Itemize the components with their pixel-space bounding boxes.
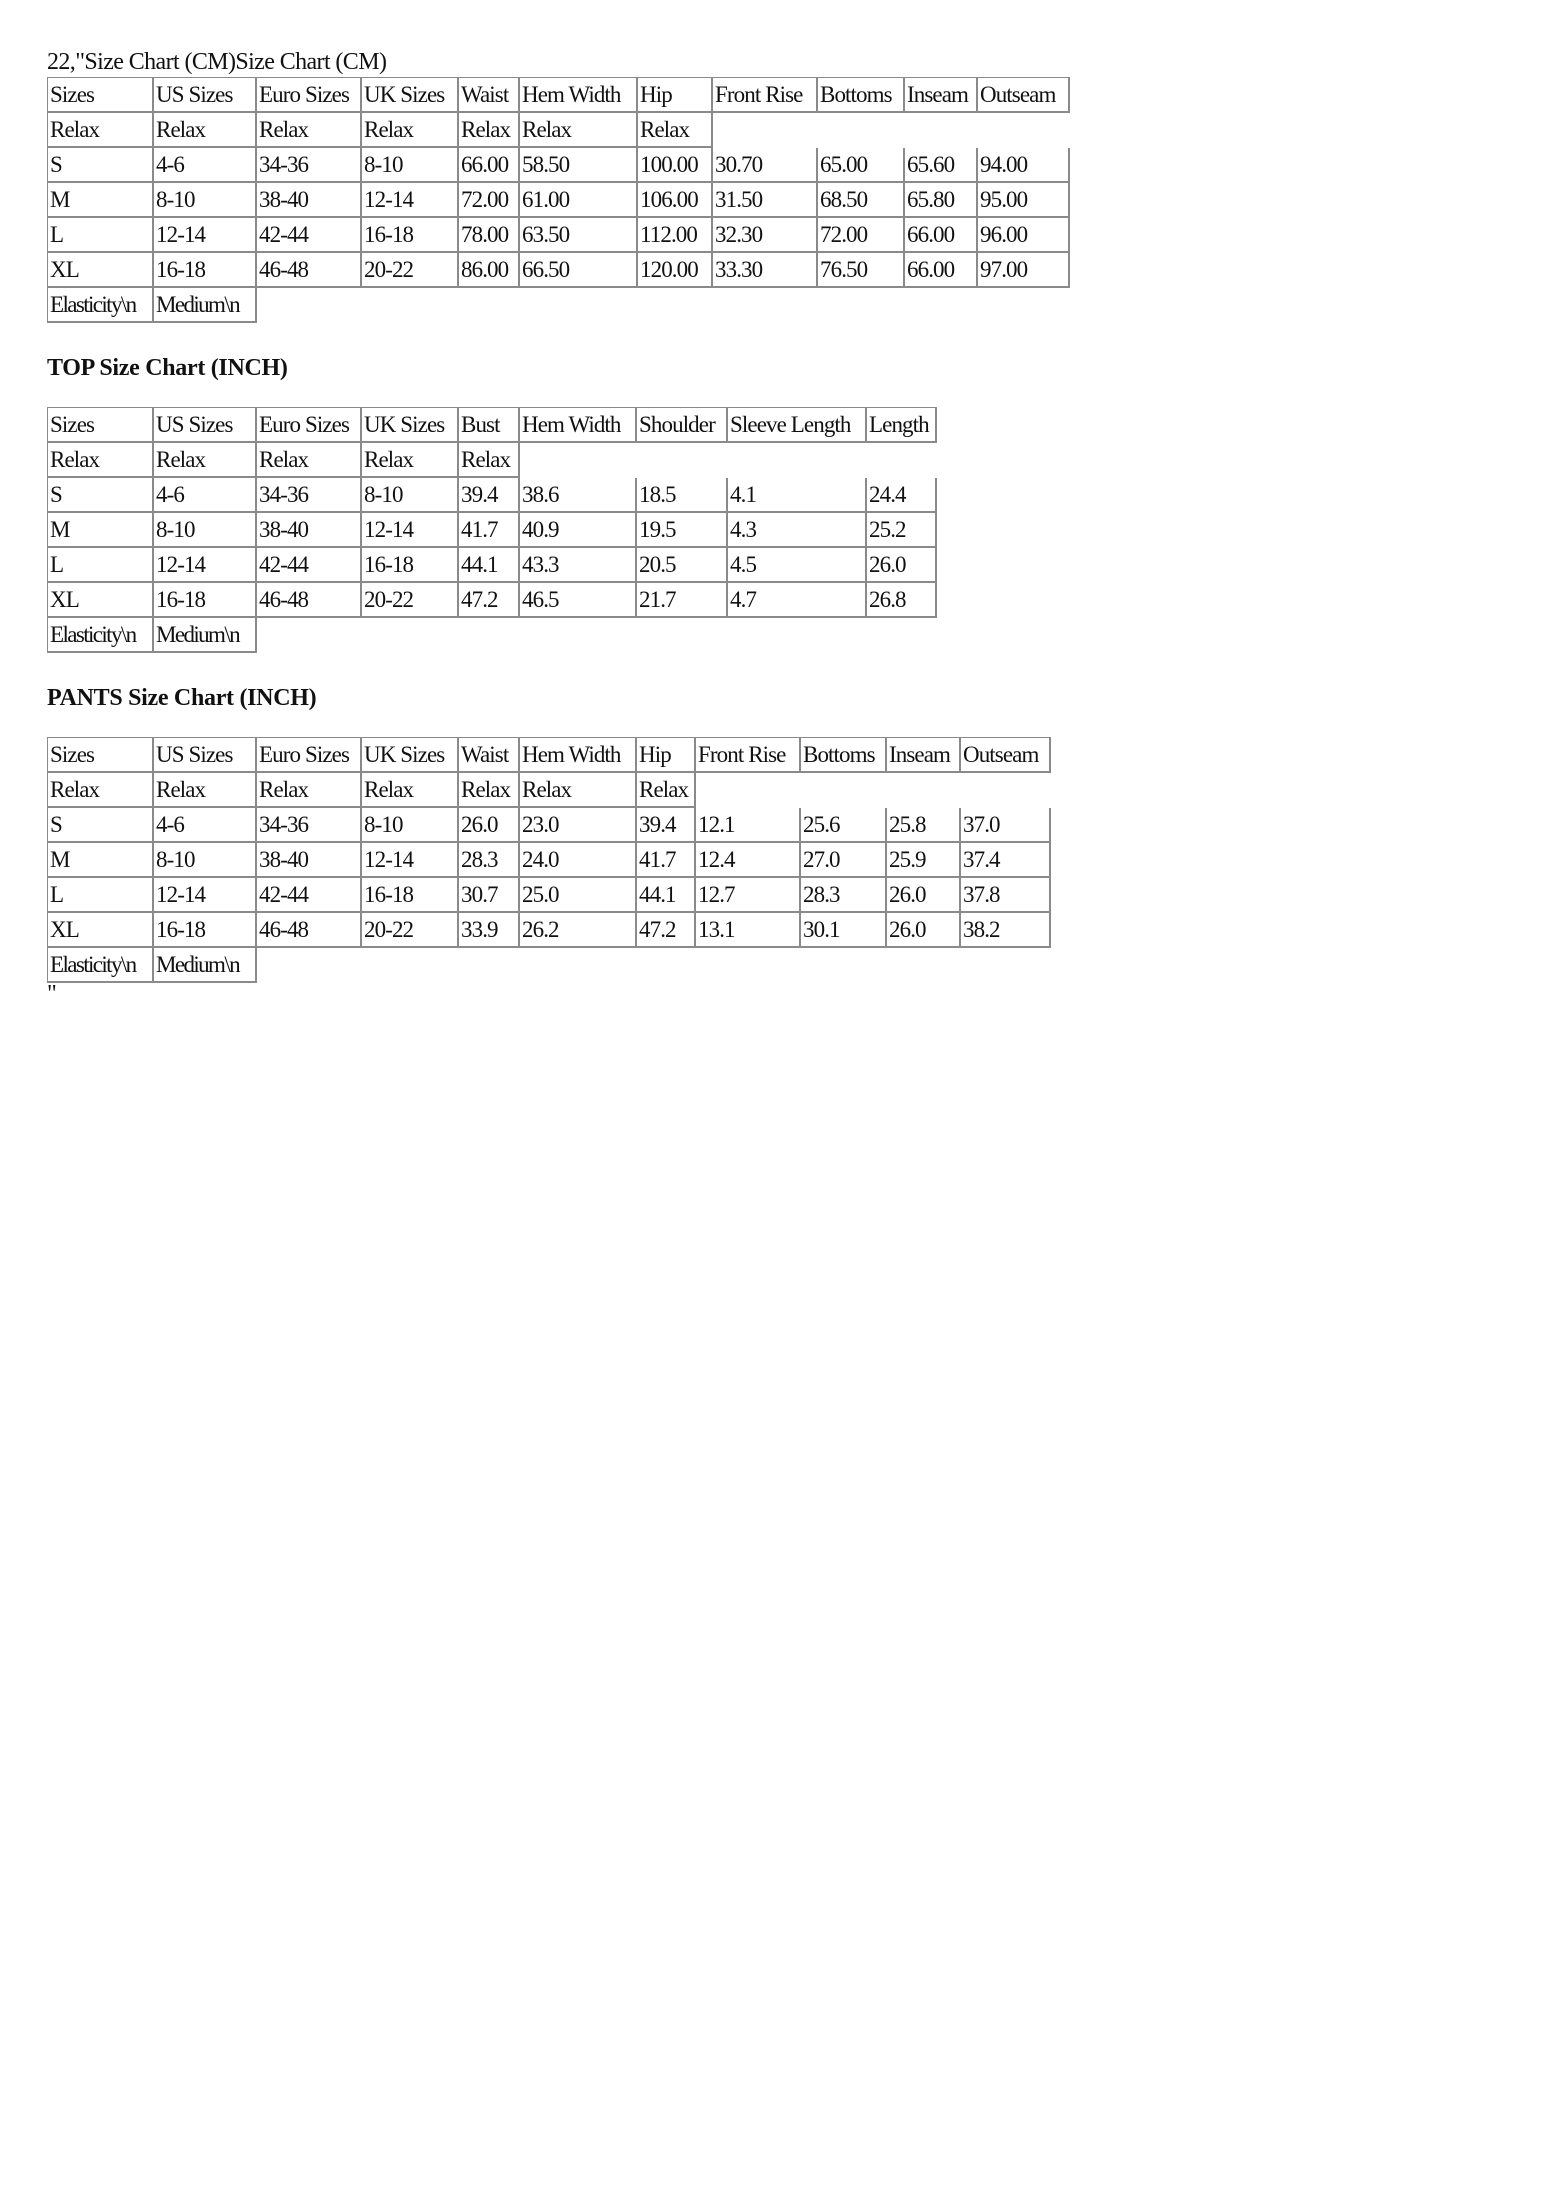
- size-cell: XL: [48, 913, 154, 948]
- size-cell: 39.4: [459, 478, 520, 513]
- relax-cell: Relax: [520, 773, 637, 808]
- size-cell: 24.0: [520, 843, 637, 878]
- relax-cell: Relax: [638, 113, 713, 148]
- header-cell: Waist: [459, 78, 520, 113]
- size-cell: 25.8: [887, 808, 961, 843]
- size-cell: 28.3: [459, 843, 520, 878]
- empty-gap: [520, 443, 937, 478]
- size-cell: 19.5: [637, 513, 728, 548]
- size-cell: 8-10: [154, 183, 257, 218]
- size-cell: 68.50: [818, 183, 905, 218]
- relax-row: [48, 773, 1051, 808]
- size-cell: 16-18: [154, 583, 257, 618]
- relax-row: [48, 113, 1070, 148]
- size-cell: 106.00: [638, 183, 713, 218]
- size-cell: 12-14: [154, 548, 257, 583]
- size-cell: 46-48: [257, 583, 362, 618]
- elasticity-cell: Medium\n: [154, 288, 257, 323]
- header-cell: UK Sizes: [362, 78, 459, 113]
- header-cell: Front Rise: [713, 78, 818, 113]
- size-cell: 37.4: [961, 843, 1051, 878]
- size-cell: 38.2: [961, 913, 1051, 948]
- header-cell: Waist: [459, 738, 520, 773]
- header-cell: Shoulder: [637, 408, 728, 443]
- size-cell: 78.00: [459, 218, 520, 253]
- header-row: [48, 78, 1070, 113]
- size-cell: 21.7: [637, 583, 728, 618]
- relax-cell: Relax: [459, 773, 520, 808]
- relax-cell: Relax: [459, 113, 520, 148]
- size-cell: 20-22: [362, 583, 459, 618]
- cm-size-table: [47, 77, 1070, 323]
- size-cell: 38-40: [257, 183, 362, 218]
- size-cell: 16-18: [362, 878, 459, 913]
- size-cell: 97.00: [978, 253, 1070, 288]
- size-cell: 42-44: [257, 548, 362, 583]
- size-cell: 20.5: [637, 548, 728, 583]
- top-size-chart-heading: TOP Size Chart (INCH): [47, 355, 288, 381]
- size-cell: 65.00: [818, 148, 905, 183]
- relax-row: [48, 443, 937, 478]
- size-cell: 44.1: [459, 548, 520, 583]
- document-page: [47, 47, 1447, 1005]
- header-cell: Inseam: [887, 738, 961, 773]
- empty-gap: [257, 618, 937, 653]
- size-cell: S: [48, 148, 154, 183]
- size-cell: 72.00: [818, 218, 905, 253]
- size-cell: L: [48, 218, 154, 253]
- header-cell: US Sizes: [154, 408, 257, 443]
- header-cell: Inseam: [905, 78, 978, 113]
- relax-cell: Relax: [257, 773, 362, 808]
- header-row: [48, 408, 937, 443]
- size-row: [48, 913, 1051, 948]
- relax-cell: Relax: [154, 773, 257, 808]
- header-cell: Outseam: [961, 738, 1051, 773]
- header-cell: Front Rise: [696, 738, 801, 773]
- relax-cell: Relax: [257, 443, 362, 478]
- size-cell: 58.50: [520, 148, 638, 183]
- size-cell: 8-10: [154, 513, 257, 548]
- header-cell: Sizes: [48, 78, 154, 113]
- size-cell: 12.4: [696, 843, 801, 878]
- size-cell: M: [48, 183, 154, 218]
- relax-cell: Relax: [154, 443, 257, 478]
- size-cell: 30.70: [713, 148, 818, 183]
- size-cell: 26.0: [887, 913, 961, 948]
- size-cell: 44.1: [637, 878, 696, 913]
- size-row: [48, 183, 1070, 218]
- elasticity-cell: Elasticity\n: [48, 948, 154, 983]
- size-cell: 38-40: [257, 513, 362, 548]
- size-cell: 12-14: [362, 843, 459, 878]
- header-cell: Length: [867, 408, 937, 443]
- size-cell: 28.3: [801, 878, 887, 913]
- size-cell: 26.0: [867, 548, 937, 583]
- header-cell: Euro Sizes: [257, 78, 362, 113]
- size-cell: 41.7: [459, 513, 520, 548]
- relax-cell: Relax: [257, 113, 362, 148]
- size-cell: 66.00: [459, 148, 520, 183]
- header-cell: US Sizes: [154, 78, 257, 113]
- size-cell: 12-14: [154, 218, 257, 253]
- elasticity-cell: Elasticity\n: [48, 618, 154, 653]
- size-cell: 30.1: [801, 913, 887, 948]
- size-cell: 39.4: [637, 808, 696, 843]
- size-cell: 46.5: [520, 583, 637, 618]
- size-cell: 66.00: [905, 218, 978, 253]
- size-cell: 37.0: [961, 808, 1051, 843]
- size-cell: XL: [48, 583, 154, 618]
- size-cell: 26.2: [520, 913, 637, 948]
- intro-line: 22,"Size Chart (CM)Size Chart (CM): [47, 49, 387, 75]
- size-row: [48, 808, 1051, 843]
- size-cell: 47.2: [637, 913, 696, 948]
- size-cell: 33.30: [713, 253, 818, 288]
- size-cell: 61.00: [520, 183, 638, 218]
- size-cell: 20-22: [362, 913, 459, 948]
- size-cell: 46-48: [257, 913, 362, 948]
- empty-gap: [713, 113, 1070, 148]
- header-cell: Sleeve Length: [728, 408, 867, 443]
- size-cell: 42-44: [257, 878, 362, 913]
- size-row: [48, 878, 1051, 913]
- size-cell: 4-6: [154, 478, 257, 513]
- header-cell: Bust: [459, 408, 520, 443]
- size-cell: 12.7: [696, 878, 801, 913]
- size-cell: M: [48, 843, 154, 878]
- header-cell: Hip: [637, 738, 696, 773]
- elasticity-cell: Medium\n: [154, 948, 257, 983]
- size-row: [48, 583, 937, 618]
- size-cell: 42-44: [257, 218, 362, 253]
- header-cell: UK Sizes: [362, 738, 459, 773]
- header-cell: Hem Width: [520, 408, 637, 443]
- size-row: [48, 843, 1051, 878]
- size-cell: 66.50: [520, 253, 638, 288]
- size-cell: 25.6: [801, 808, 887, 843]
- size-row: [48, 218, 1070, 253]
- size-cell: 38.6: [520, 478, 637, 513]
- size-cell: 8-10: [362, 478, 459, 513]
- relax-cell: Relax: [48, 113, 154, 148]
- size-cell: 41.7: [637, 843, 696, 878]
- size-cell: L: [48, 548, 154, 583]
- size-cell: 65.60: [905, 148, 978, 183]
- size-cell: 18.5: [637, 478, 728, 513]
- elasticity-cell: Elasticity\n: [48, 288, 154, 323]
- relax-cell: Relax: [520, 113, 638, 148]
- relax-cell: Relax: [48, 773, 154, 808]
- size-cell: 37.8: [961, 878, 1051, 913]
- relax-cell: Relax: [637, 773, 696, 808]
- header-cell: Euro Sizes: [257, 738, 362, 773]
- elasticity-cell: Medium\n: [154, 618, 257, 653]
- size-cell: 30.7: [459, 878, 520, 913]
- size-cell: 34-36: [257, 148, 362, 183]
- size-cell: 38-40: [257, 843, 362, 878]
- size-cell: 66.00: [905, 253, 978, 288]
- size-cell: 8-10: [362, 808, 459, 843]
- size-row: [48, 548, 937, 583]
- size-cell: 47.2: [459, 583, 520, 618]
- relax-cell: Relax: [362, 773, 459, 808]
- size-row: [48, 478, 937, 513]
- size-cell: 25.2: [867, 513, 937, 548]
- size-cell: 4.3: [728, 513, 867, 548]
- relax-cell: Relax: [459, 443, 520, 478]
- size-cell: 32.30: [713, 218, 818, 253]
- header-cell: Sizes: [48, 738, 154, 773]
- size-cell: 12-14: [362, 513, 459, 548]
- size-cell: 16-18: [362, 548, 459, 583]
- header-cell: Outseam: [978, 78, 1070, 113]
- size-cell: 25.0: [520, 878, 637, 913]
- size-cell: 4.7: [728, 583, 867, 618]
- size-cell: 12.1: [696, 808, 801, 843]
- size-cell: 23.0: [520, 808, 637, 843]
- empty-gap: [257, 288, 1070, 323]
- size-cell: 27.0: [801, 843, 887, 878]
- size-cell: 12-14: [362, 183, 459, 218]
- elasticity-row: [48, 948, 1051, 983]
- size-cell: 20-22: [362, 253, 459, 288]
- size-cell: 33.9: [459, 913, 520, 948]
- size-row: [48, 513, 937, 548]
- header-cell: Hem Width: [520, 738, 637, 773]
- elasticity-row: [48, 618, 937, 653]
- header-cell: Hip: [638, 78, 713, 113]
- size-cell: 96.00: [978, 218, 1070, 253]
- elasticity-row: [48, 288, 1070, 323]
- header-cell: Sizes: [48, 408, 154, 443]
- size-cell: 65.80: [905, 183, 978, 218]
- size-row: [48, 148, 1070, 183]
- size-cell: S: [48, 478, 154, 513]
- empty-gap: [696, 773, 1051, 808]
- size-cell: 112.00: [638, 218, 713, 253]
- size-cell: 24.4: [867, 478, 937, 513]
- header-cell: Hem Width: [520, 78, 638, 113]
- header-cell: UK Sizes: [362, 408, 459, 443]
- size-cell: 26.0: [887, 878, 961, 913]
- size-cell: L: [48, 878, 154, 913]
- size-cell: M: [48, 513, 154, 548]
- size-cell: 8-10: [154, 843, 257, 878]
- header-cell: US Sizes: [154, 738, 257, 773]
- size-cell: 86.00: [459, 253, 520, 288]
- closing-quote: ": [47, 981, 57, 1007]
- top-size-table: [47, 407, 937, 653]
- size-cell: 4-6: [154, 808, 257, 843]
- size-cell: 76.50: [818, 253, 905, 288]
- header-cell: Bottoms: [801, 738, 887, 773]
- size-cell: 16-18: [154, 913, 257, 948]
- size-cell: 94.00: [978, 148, 1070, 183]
- size-cell: 31.50: [713, 183, 818, 218]
- size-cell: 100.00: [638, 148, 713, 183]
- size-cell: 8-10: [362, 148, 459, 183]
- header-cell: Bottoms: [818, 78, 905, 113]
- relax-cell: Relax: [362, 443, 459, 478]
- relax-cell: Relax: [154, 113, 257, 148]
- size-cell: 26.0: [459, 808, 520, 843]
- relax-cell: Relax: [48, 443, 154, 478]
- size-cell: 43.3: [520, 548, 637, 583]
- size-cell: 40.9: [520, 513, 637, 548]
- size-cell: 46-48: [257, 253, 362, 288]
- size-cell: 4.5: [728, 548, 867, 583]
- relax-cell: Relax: [362, 113, 459, 148]
- size-row: [48, 253, 1070, 288]
- size-cell: 16-18: [362, 218, 459, 253]
- size-cell: 4-6: [154, 148, 257, 183]
- size-cell: 26.8: [867, 583, 937, 618]
- header-cell: Euro Sizes: [257, 408, 362, 443]
- size-cell: 25.9: [887, 843, 961, 878]
- empty-gap: [257, 948, 1051, 983]
- size-cell: 16-18: [154, 253, 257, 288]
- pants-size-chart-heading: PANTS Size Chart (INCH): [47, 685, 317, 711]
- size-cell: 120.00: [638, 253, 713, 288]
- size-cell: 13.1: [696, 913, 801, 948]
- size-cell: 12-14: [154, 878, 257, 913]
- size-cell: S: [48, 808, 154, 843]
- size-cell: 34-36: [257, 808, 362, 843]
- size-cell: 4.1: [728, 478, 867, 513]
- size-cell: 34-36: [257, 478, 362, 513]
- pants-size-table: [47, 737, 1051, 983]
- size-cell: 72.00: [459, 183, 520, 218]
- size-cell: 63.50: [520, 218, 638, 253]
- header-row: [48, 738, 1051, 773]
- size-cell: 95.00: [978, 183, 1070, 218]
- size-cell: XL: [48, 253, 154, 288]
